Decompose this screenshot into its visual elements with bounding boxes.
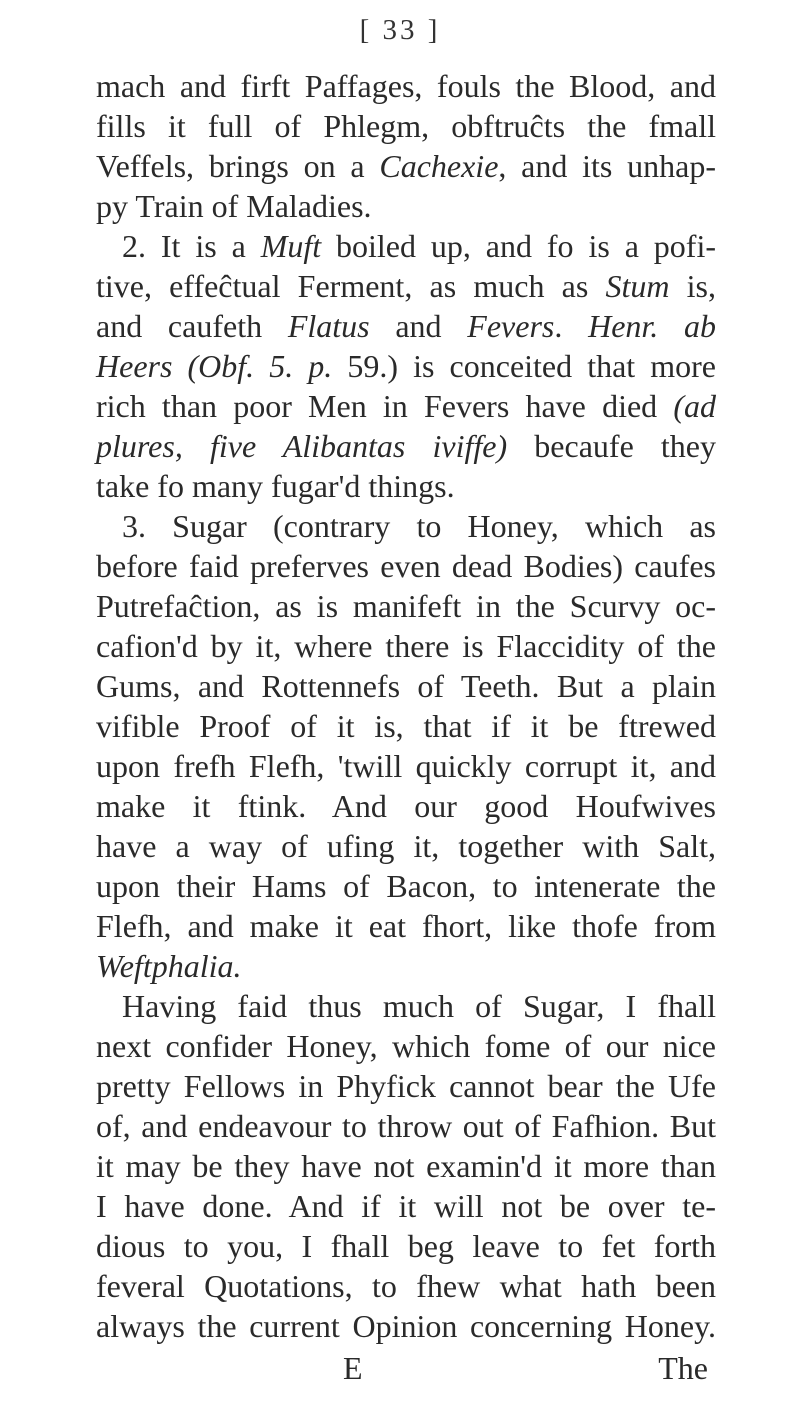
- text-line: tive, effeĉtual Ferment, as much as Stum is,: [96, 268, 717, 304]
- text-line: take fo many fugar'd things.: [96, 468, 455, 504]
- text-line: Gums, and Rottennefs of Teeth. But a plain: [96, 668, 716, 704]
- text-line: Having faid thus much of Sugar, I fhall: [122, 988, 716, 1024]
- text-line: have a way of ufing it, together with Salt,: [96, 828, 716, 864]
- text-line: py Train of Maladies.: [96, 188, 372, 224]
- text-line: upon frefh Flefh, 'twill quickly corrupt it, and: [96, 748, 716, 784]
- text-line: always the current Opinion concerning Honey.: [96, 1308, 716, 1344]
- text-line: Heers (Obf. 5. p. 59.) is conceited that more: [96, 348, 717, 384]
- text-line: plures, five Alibantas iviffe) becaufe they: [96, 428, 717, 464]
- text-line: Flefh, and make it eat fhort, like thofe from: [96, 908, 716, 944]
- text-line: upon their Hams of Bacon, to intenerate the: [96, 868, 716, 904]
- text-line: cafion'd by it, where there is Flaccidity of the: [96, 628, 716, 664]
- text-line: mach and firft Paffages, fouls the Blood, and: [96, 68, 716, 104]
- text-line: vifible Proof of it is, that if it be ftrewed: [96, 708, 716, 744]
- text-line: pretty Fellows in Phyfick cannot bear the Ufe: [96, 1068, 716, 1104]
- text-line: Weftphalia.: [96, 948, 242, 984]
- text-line: Putrefaĉtion, as is manifeft in the Scurvy oc-: [96, 588, 716, 624]
- page-number-header: [ 33 ]: [359, 14, 441, 46]
- signature-mark: E: [343, 1350, 363, 1386]
- text-line: fills it full of Phlegm, obftruĉts the fmall: [96, 108, 716, 144]
- text-line: and caufeth Flatus and Fevers. Henr. ab: [96, 308, 717, 344]
- text-line: of, and endeavour to throw out of Fafhion. But: [96, 1108, 716, 1144]
- text-line: it may be they have not examin'd it more than: [96, 1148, 716, 1184]
- text-line: before faid preferves even dead Bodies) caufes: [96, 548, 716, 584]
- text-line: next confider Honey, which fome of our nice: [96, 1028, 716, 1064]
- text-line: 2. It is a Muft boiled up, and fo is a pofi-: [122, 228, 717, 264]
- catchword: The: [658, 1350, 708, 1386]
- text-line: rich than poor Men in Fevers have died (ad: [96, 388, 716, 424]
- text-line: feveral Quotations, to fhew what hath been: [96, 1268, 716, 1304]
- text-line: dious to you, I fhall beg leave to fet forth: [96, 1228, 716, 1264]
- text-line: Veffels, brings on a Cachexie, and its unhap-: [96, 148, 717, 184]
- text-line: I have done. And if it will not be over te-: [96, 1188, 716, 1224]
- text-line: 3. Sugar (contrary to Honey, which as: [122, 508, 716, 544]
- text-line: make it ftink. And our good Houfwives: [96, 788, 716, 824]
